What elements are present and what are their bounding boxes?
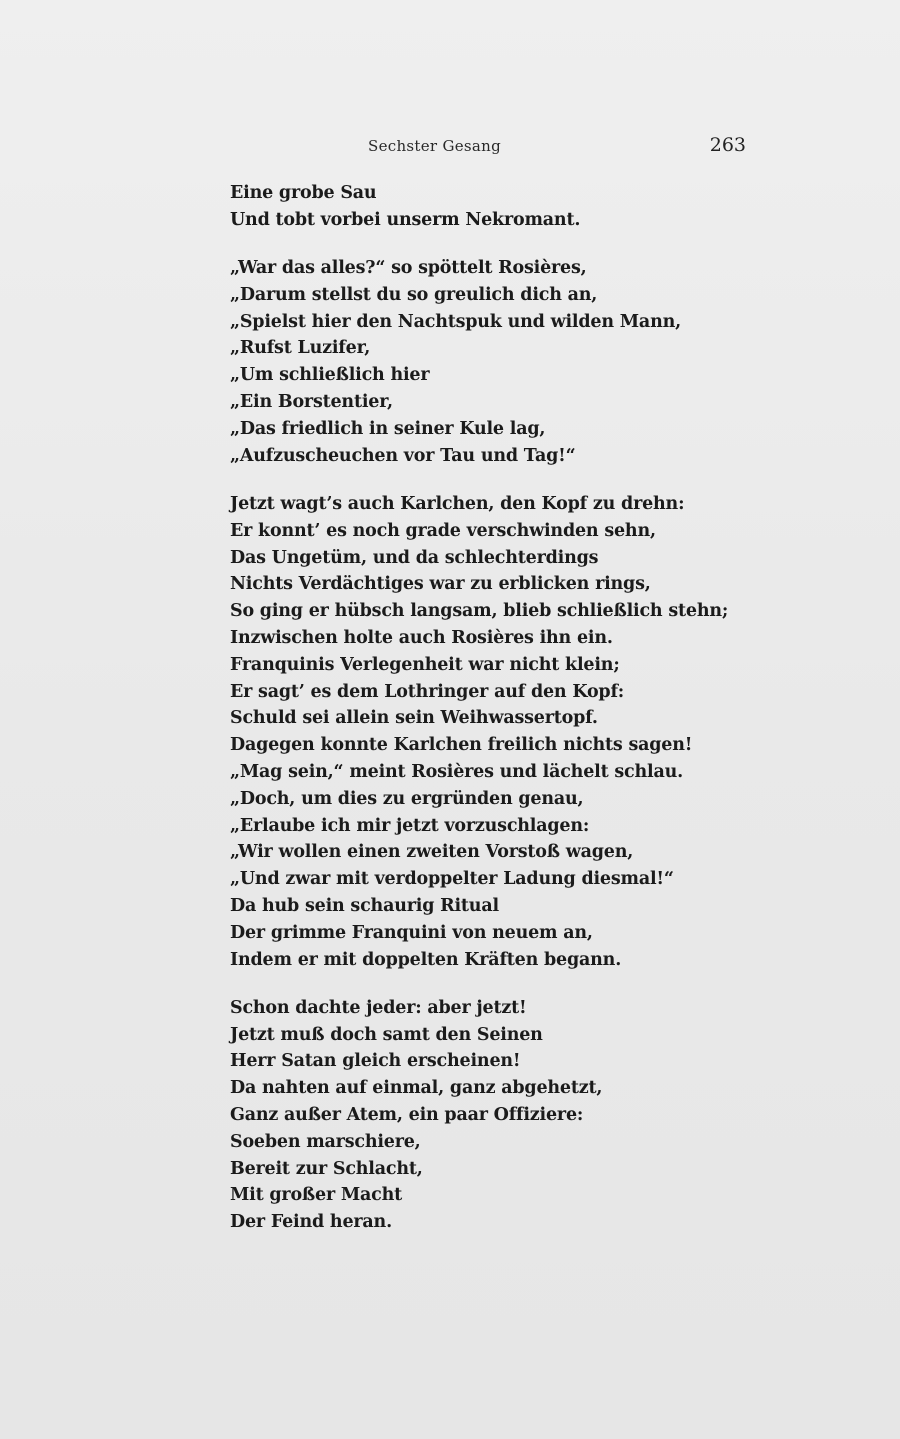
stanza [230,255,682,469]
verse-line: Eine grobe Sau [230,183,377,203]
verse-line: Franquinis Verlegenheit war nicht klein; [230,654,620,675]
verse-line: Herr Satan gleich erscheinen! [230,1051,521,1072]
page-number: 263 [709,134,746,156]
verse-line: Er sagt’ es dem Lothringer auf den Kopf: [230,681,625,702]
stanza [230,491,729,973]
verse-line: Schon dachte jeder: aber jetzt! [230,997,527,1018]
verse-line: Und tobt vorbei unserm Nekromant. [230,209,581,230]
verse-line: „Und zwar mit verdoppelter Ladung diesmal!“ [230,869,674,890]
verse-line: „Um schließlich hier [230,365,430,386]
verse-line: Das Ungetüm, und da schlechterdings [230,547,599,568]
verse-line: „War das alles?“ so spöttelt Rosières, [230,258,587,279]
verse-line: So ging er hübsch langsam, blieb schließlich stehn; [230,601,729,622]
verse-line: Der grimme Franquini von neuem an, [230,922,593,943]
verse-line: Schuld sei allein sein Weihwassertopf. [230,708,598,729]
verse-line: „Spielst hier den Nachtspuk und wilden Mann, [230,311,682,332]
verse-line: Indem er mit doppelten Kräften begann. [230,949,622,970]
verse-line: Inzwischen holte auch Rosières ihn ein. [230,627,613,648]
verse-line: „Wir wollen einen zweiten Vorstoß wagen, [230,842,634,863]
verse-line: „Aufzuscheuchen vor Tau und Tag!“ [230,445,576,466]
verse-line: Nichts Verdächtiges war zu erblicken rings, [230,574,651,595]
verse-line: „Darum stellst du so greulich dich an, [230,284,598,305]
verse-line: „Ein Borstentier, [230,392,393,413]
chapter-title: Sechster Gesang [368,137,502,155]
verse-line: „Rufst Luzifer, [230,338,371,359]
verse-line: Da hub sein schaurig Ritual [230,895,499,916]
verse-line: Er konnt’ es noch grade verschwinden sehn, [230,520,656,541]
poem-text [230,180,729,1236]
verse-line: Soeben marschiere, [230,1131,421,1152]
verse-line: Bereit zur Schlacht, [230,1158,423,1179]
verse-line: Ganz außer Atem, ein paar Offiziere: [230,1105,584,1125]
verse-line: „Mag sein,“ meint Rosières und lächelt schlau. [230,761,683,782]
verse-line: „Das friedlich in seiner Kule lag, [230,418,546,439]
verse-line: Jetzt wagt’s auch Karlchen, den Kopf zu drehn: [230,493,685,514]
running-head [230,134,750,160]
verse-line: „Erlaube ich mir jetzt vorzuschlagen: [230,815,590,836]
verse-line: Mit großer Macht [230,1185,403,1206]
verse-line: Jetzt muß doch samt den Seinen [230,1024,543,1045]
stanza [230,180,650,234]
stanza [230,995,650,1236]
verse-line: Da nahten auf einmal, ganz abgehetzt, [230,1078,603,1099]
verse-line: Der Feind heran. [230,1212,392,1233]
verse-line: „Doch, um dies zu ergründen genau, [230,788,584,809]
verse-line: Dagegen konnte Karlchen freilich nichts sagen! [230,735,693,756]
